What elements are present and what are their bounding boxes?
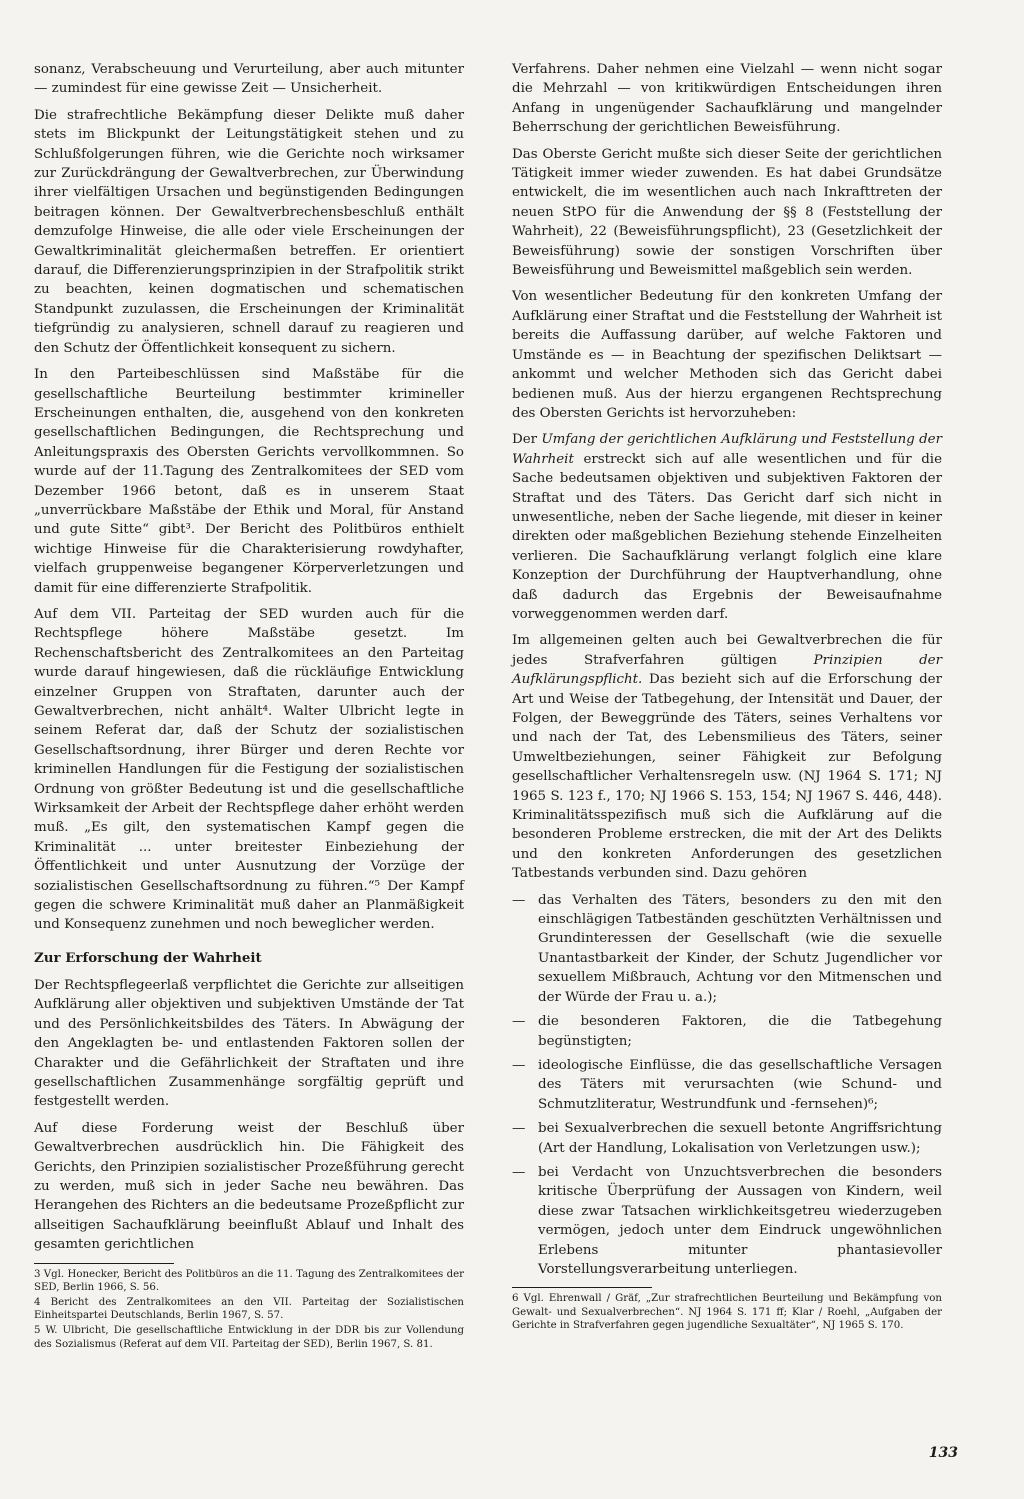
list-item-text: bei Verdacht von Unzuchtsverbrechen die besonders kritische Überprüfung der Aussagen von Kindern, weil diese zwar Tatsachen wirklichkeitsgetreu wiederzugeben vermögen, jedoch unter dem Eindruck ungewöhnlichen Erlebens mitunter phantasievoller Vorstellungsverarbeitung unterliegen. <box>538 1164 942 1277</box>
paragraph <box>512 631 942 883</box>
text-run: Im allgemeinen gelten auch bei Gewaltverbrechen die für jedes Strafverfahren gültigen <box>512 633 942 668</box>
list-item-text: das Verhalten des Täters, besonders zu den mit den einschlägigen Tatbeständen geschützten Verhältnissen und Grundinteressen der Gesellschaft (wie die sexuelle Unantastbarkeit der Kinder, der Schutz Jugendlicher vor sexuellem Mißbrauch, Achtung vor den Mitmenschen und der Würde der Frau u. a.); <box>538 892 942 1005</box>
right-column <box>512 60 942 1334</box>
list-item-text: die besonderen Faktoren, die die Tatbegehung begünstigten; <box>538 1014 942 1049</box>
list-item <box>512 1056 942 1114</box>
section-heading: Zur Erforschung der Wahrheit <box>34 949 262 966</box>
paragraph: Die strafrechtliche Bekämpfung dieser Delikte muß daher stets im Blickpunkt der Leitungstätigkeit stehen und zu Schlußfolgerungen führen, wie die Gerichte noch wirksamer zur Zurückdrängung der Gewaltverbrechen, zur Überwindung ihrer vielfältigen Ursachen und begünstigenden Bedingungen beitragen können. Der Gewaltverbrechensbeschluß enthält demzufolge Hinweise, die alle oder viele Erscheinungen der Gewaltkriminalität gleichermaßen betreffen. Er orientiert darauf, die Differenzierungsprinzipien in der Strafpolitik strikt zu beachten, keinen dogmatischen und schematischen Standpunkt zuzulassen, die Erscheinungen der Kriminalität tiefgründig zu analysieren, schnell darauf zu reagieren und den Schutz der Öffentlichkeit konsequent zu sichern. <box>34 107 464 356</box>
emphasis: Umfang der gerichtlichen Aufklärung und Feststellung der Wahrheit <box>512 432 942 467</box>
footnote: 4 Bericht des Zentralkomitees an den VII. Parteitag der Sozialistischen Einheitspartei Deutschlands, Berlin 1967, S. 57. <box>34 1296 464 1322</box>
list-item <box>512 1163 942 1279</box>
dash-bullet: — <box>512 892 526 908</box>
list-item-text: ideologische Einflüsse, die das gesellschaftliche Versagen des Täters mit verursachten (wie Schund- und Schmutzliteratur, Westrundfunk und -fernsehen)⁶; <box>538 1057 942 1112</box>
footnote: 5 W. Ulbricht, Die gesellschaftliche Entwicklung in der DDR bis zur Vollendung des Sozialismus (Referat auf dem VII. Parteitag der SED), Berlin 1967, S. 81. <box>34 1325 464 1350</box>
text-run: Das bezieht sich auf die Erforschung der Art und Weise der Tatbegehung, der Intensität und Dauer, der Folgen, der Beweggründe des Täters, seines Verhaltens vor und nach der Tat, des Lebensmilieus des Täters, seiner Umweltbeziehungen, seiner Fähigkeit zur Befolgung gesellschaftlicher Verhaltensregeln usw. (NJ 1964 S. 171; NJ 1965 S. 123 f., 170; NJ 1966 S. 153, 154; NJ 1967 S. 446, 448). Kriminalitätsspezifisch muß sich die Aufklärung auf die besonderen Probleme erstrecken, die mit der Art des Delikts und den konkreten Anforderungen des gesetzlichen Tatbestands verbunden sind. Dazu gehören <box>512 672 942 882</box>
dash-bullet: — <box>512 1057 526 1073</box>
dash-bullet: — <box>512 1121 526 1137</box>
list-item-text: bei Sexualverbrechen die sexuell betonte Angriffsrichtung (Art der Handlung, Lokalisation von Verletzungen usw.); <box>538 1121 942 1156</box>
paragraph <box>512 430 942 624</box>
list-item <box>512 1012 942 1051</box>
footnote: 6 Vgl. Ehrenwall / Gräf, „Zur strafrechtlichen Beurteilung und Bekämpfung von Gewalt- und Sexualverbrechen“. NJ 1964 S. 171 ff; Klar / Roehl, „Aufgaben der Gerichte in Strafverfahren gegen jugendliche Sexualtäter“, NJ 1965 S. 170. <box>512 1293 942 1331</box>
paragraph: Auf dem VII. Parteitag der SED wurden auch für die Rechtspflege höhere Maßstäbe gesetzt. Im Rechenschaftsbericht des Zentralkomitees an den Parteitag wurde darauf hingewiesen, daß die rückläufige Entwicklung einzelner Gruppen von Straftaten, darunter auch der Gewaltverbrechen, nicht anhält⁴. Walter Ulbricht legte in seinem Referat dar, daß der Schutz der sozialistischen Gesellschaftsordnung, ihrer Bürger und deren Rechte vor kriminellen Handlungen für die Festigung der sozialistischen Ordnung von größter Bedeutung ist und die gesellschaftliche Wirksamkeit der Arbeit der Rechtspflege daher erhöht werden muß. „Es gilt, den systematischen Kampf gegen die Kriminalität ... unter breitester Einbeziehung der Öffentlichkeit und unter Ausnutzung der Vorzüge der sozialistischen Gesellschaftsordnung zu führen.“⁵ Der Kampf gegen die schwere Kriminalität muß daher an Planmäßigkeit und Konsequenz zunehmen und noch beweglicher werden. <box>34 606 464 933</box>
text-run: erstreckt sich auf alle wesentlichen und für die Sache bedeutsamen objektiven und subjektiven Faktoren der Straftat und des Täters. Das Gericht darf sich nicht in unwesentliche, neben der Sache liegende, mit dieser in keiner direkten oder maßgeblichen Beziehung stehende Einzelheiten verlieren. Die Sachaufklärung verlangt folglich eine klare Konzeption der Durchführung der Hauptverhandlung, ohne daß dadurch das Ergebnis der Beweisaufnahme vorweggenommen werden darf. <box>512 451 942 622</box>
paragraph: Verfahrens. Daher nehmen eine Vielzahl — wenn nicht sogar die Mehrzahl — von kritikwürdigen Entscheidungen ihren Anfang in ungenügender Sachaufklärung und mangelnder Beherrschung der gerichtlichen Beweisführung. <box>512 62 942 136</box>
paragraph: Das Oberste Gericht mußte sich dieser Seite der gerichtlichen Tätigkeit immer wieder zuwenden. Es hat dabei Grundsätze entwickelt, die im wesentlichen auch nach Inkrafttreten der neuen StPO für die Anwendung der §§ 8 (Feststellung der Wahrheit), 22 (Beweisführungspflicht), 23 (Gesetzlichkeit der Beweisführung) sowie der sonstigen Vorschriften über Beweisführung und Beweismittel maßgeblich sein werden. <box>512 146 942 279</box>
paragraph: In den Parteibeschlüssen sind Maßstäbe für die gesellschaftliche Beurteilung bestimmter krimineller Erscheinungen enthalten, die, ausgehend von den konkreten gesellschaftlichen Bedingungen, die Rechtsprechung und Anleitungspraxis des Obersten Gerichts vervollkommnen. So wurde auf der 11.Tagung des Zentralkomitees der SED vom Dezember 1966 betont, daß es in unserem Staat „unverrückbare Maßstäbe der Ethik und Moral, für Anstand und gute Sitte“ gibt³. Der Bericht des Politbüros enthielt wichtige Hinweise für die Charakterisierung rowdyhafter, vielfach gruppenweise begangener Körperverletzungen und damit für eine differenzierte Strafpolitik. <box>34 367 464 596</box>
paragraph: Der Rechtspflegeerlaß verpflichtet die Gerichte zur allseitigen Aufklärung aller objektiven und subjektiven Umstände der Tat und des Persönlichkeitsbildes des Täters. In Abwägung der den Angeklagten be- und entlastenden Faktoren sollen der Charakter und die Gefährlichkeit der Straftaten und ihre gesellschaftlichen Zusammenhänge sorgfältig geprüft und festgestellt werden. <box>34 977 464 1110</box>
paragraph: sonanz, Verabscheuung und Verurteilung, aber auch mitunter — zumindest für eine gewisse Zeit — Unsicherheit. <box>34 62 464 97</box>
left-column <box>34 60 464 1353</box>
document-page <box>34 60 990 1480</box>
paragraph: Auf diese Forderung weist der Beschluß über Gewaltverbrechen ausdrücklich hin. Die Fähigkeit des Gerichts, den Prinzipien sozialistischer Prozeßführung gerecht zu werden, muß sich in jeder Sache neu bewähren. Das Herangehen des Richters an die bedeutsame Prozeßpflicht zur allseitigen Sachaufklärung beeinflußt Ablauf und Inhalt des gesamten gerichtlichen <box>34 1120 464 1253</box>
emphasis: Prinzipien der Aufklärungspflicht. <box>512 652 942 688</box>
footnote: 3 Vgl. Honecker, Bericht des Politbüros an die 11. Tagung des Zentralkomitees der SED, Berlin 1966, S. 56. <box>34 1268 464 1293</box>
paragraph: Von wesentlicher Bedeutung für den konkreten Umfang der Aufklärung einer Straftat und die Feststellung der Wahrheit ist bereits die Auffassung darüber, auf welche Faktoren und Umstände es — in Beachtung der spezifischen Deliktsart — ankommt und welcher Methoden sich das Gericht dabei bedienen muß. Aus der hierzu ergangenen Rechtsprechung des Obersten Gerichts ist hervorzuheben: <box>512 289 942 421</box>
dash-bullet: — <box>512 1014 526 1030</box>
text-run: Der <box>512 432 542 448</box>
list-item <box>512 1119 942 1158</box>
list-item <box>512 891 942 1007</box>
dash-bullet: — <box>512 1164 526 1180</box>
page-number: 133 <box>928 1445 958 1461</box>
